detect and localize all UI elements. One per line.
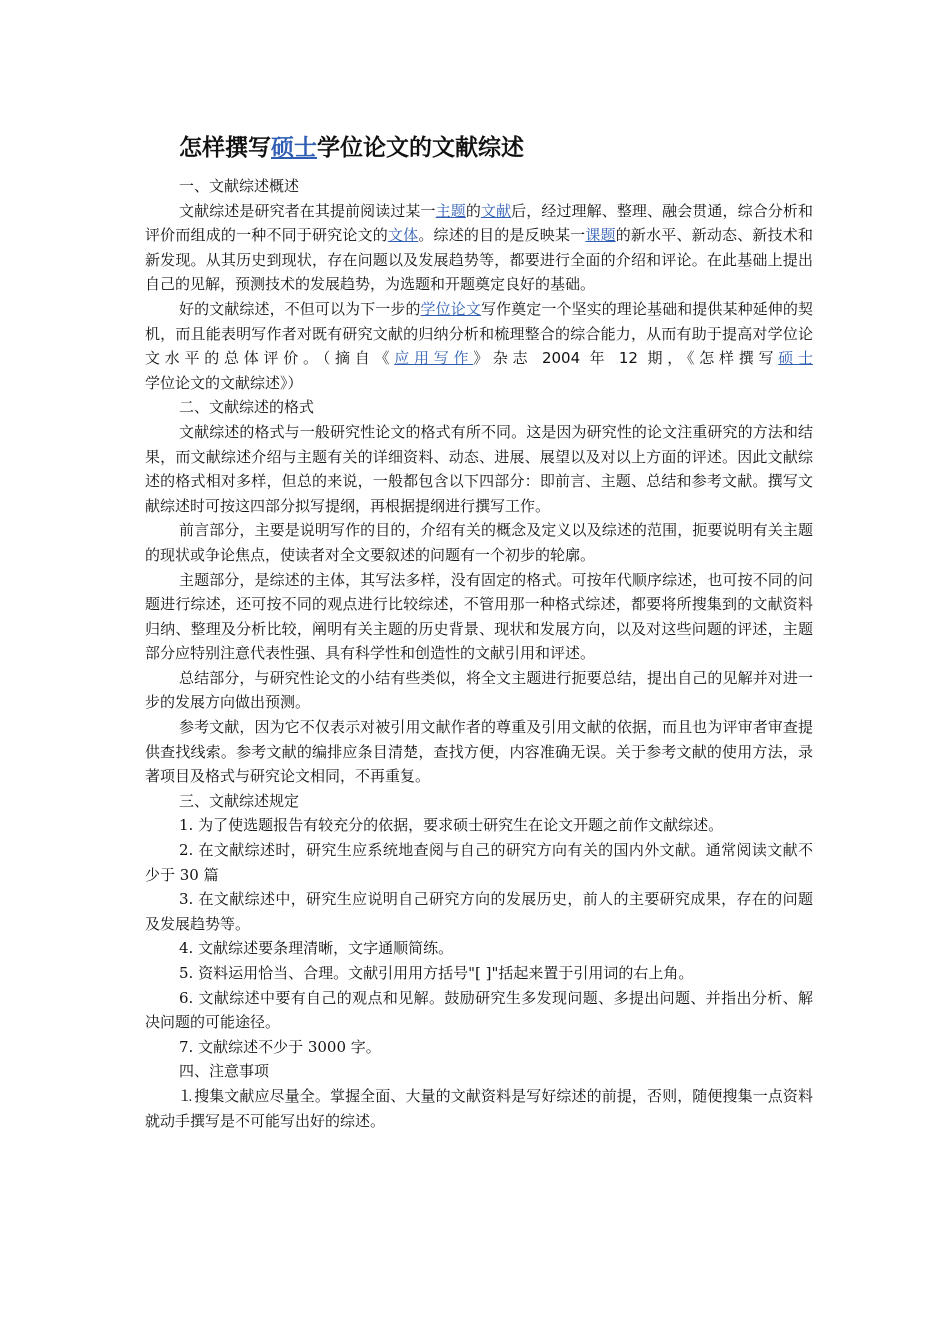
rule-item-2: 2. 在文献综述时，研究生应系统地查阅与自己的研究方向有关的国内外文献。通常阅读文献不少于 30 篇 [145, 841, 813, 884]
title-prefix: 怎样撰写 [179, 135, 271, 161]
paragraph-good-review [145, 297, 813, 395]
section-heading-3: 三、文献综述规定 [179, 791, 300, 810]
rule-item-3: 3. 在文献综述中，研究生应说明自己研究方向的发展历史，前人的主要研究成果，存在的问题及发展趋势等。 [145, 890, 813, 933]
paragraph-preface: 前言部分，主要是说明写作的目的，介绍有关的概念及定义以及综述的范围，扼要说明有关主题的现状或争论焦点，使读者对全文要叙述的问题有一个初步的轮廓。 [145, 521, 813, 564]
paragraph-format: 文献综述的格式与一般研究性论文的格式有所不同。这是因为研究性的论文注重研究的方法和结果，而文献综述介绍与主题有关的详细资料、动态、进展、展望以及对以上方面的评述。因此文献综述的格式相对多样，但总的来说，一般都包含以下四部分：即前言、主题、总结和参考文献。撰写文献综述时可按这四部分拟写提纲，再根据提纲进行撰写工作。 [145, 422, 813, 515]
text-run: 的新水平、新动态、新技术和新发现。从其历史到现状，存在问题以及发展趋势等，都要进行全面的介绍和评论。在此基础上提出自己的见解，预测技术的发展趋势，为选题和开题奠定良好的基础。 [145, 226, 813, 294]
text-run: 后，经过理解、整理、融会贯通，综合分析和评价而组成的一种不同于研究论文的 [145, 201, 813, 245]
link-literature[interactable]: 文献 [480, 201, 512, 220]
rule-item-4: 4. 文献综述要条理清晰，文字通顺简练。 [179, 939, 454, 958]
paragraph-summary: 总结部分，与研究性论文的小结有些类似，将全文主题进行扼要总结，提出自己的见解并对进一步的发展方向做出预测。 [145, 668, 813, 712]
link-genre[interactable]: 文体 [387, 226, 419, 245]
rule-item-5: 5. 资料运用恰当、合理。文献引用用方括号"[ ]"括起来置于引用词的右上角。 [179, 964, 694, 982]
section-heading-2: 二、文献综述的格式 [179, 398, 315, 417]
rule-item-6: 6. 文献综述中要有自己的观点和见解。鼓励研究生多发现问题、多提出问题、并指出分析、解决问题的可能途径。 [145, 988, 813, 1032]
text-run: 。综述的目的是反映某一 [418, 226, 586, 245]
title-link-master[interactable]: 硕士 [271, 135, 317, 161]
text-run: 》杂志 2004 年 12 期，《怎样撰写 [473, 349, 779, 368]
paragraph-overview [145, 199, 813, 297]
link-subject[interactable]: 课题 [585, 226, 616, 245]
text-run: 好的文献综述，不但可以为下一步的 [179, 299, 421, 318]
text-run: 学位论文的文献综述》） [145, 373, 303, 392]
note-item-1: ⒈搜集文献应尽量全。掌握全面、大量的文献资料是写好综述的前提，否则，随便搜集一点资料就动手撰写是不可能写出好的综述。 [145, 1086, 813, 1130]
link-thesis[interactable]: 学位论文 [420, 299, 481, 318]
text-run: 文献综述是研究者在其提前阅读过某一 [179, 201, 436, 220]
link-applied-writing[interactable]: 应用写作 [394, 349, 474, 368]
section-heading-4: 四、注意事项 [179, 1062, 270, 1081]
link-master[interactable]: 硕士 [778, 349, 813, 368]
text-run: 写作奠定一个坚实的理论基础和提供某种延伸的契机，而且能表明写作者对既有研究文献的归纳分析和梳理整合的综合能力，从而有助于提高对学位论文水平的总体评价。（摘自《 [145, 299, 813, 368]
paragraph-main-body: 主题部分，是综述的主体，其写法多样，没有固定的格式。可按年代顺序综述，也可按不同的问题进行综述，还可按不同的观点进行比较综述，不管用那一种格式综述，都要将所搜集到的文献资料归纳、整理及分析比较，阐明有关主题的历史背景、现状和发展方向，以及对这些问题的评述，主题部分应特别注意代表性强、具有科学性和创造性的文献引用和评述。 [145, 570, 813, 663]
section-heading-1: 一、文献综述概述 [179, 177, 300, 195]
rule-item-7: 7. 文献综述不少于 3000 字。 [179, 1037, 381, 1056]
title-suffix: 学位论文的文献综述 [317, 135, 524, 161]
text-run: 的 [465, 201, 481, 220]
rule-item-1: 1. 为了使选题报告有较充分的依据，要求硕士研究生在论文开题之前作文献综述。 [179, 816, 724, 835]
document-title [179, 128, 813, 168]
paragraph-references: 参考文献，因为它不仅表示对被引用文献作者的尊重及引用文献的依据，而且也为评审者审查提供查找线索。参考文献的编排应条目清楚，查找方便，内容准确无误。关于参考文献的使用方法，录著项目及格式与研究论文相同，不再重复。 [145, 718, 813, 786]
link-topic[interactable]: 主题 [435, 201, 466, 220]
document-page [145, 128, 813, 1133]
